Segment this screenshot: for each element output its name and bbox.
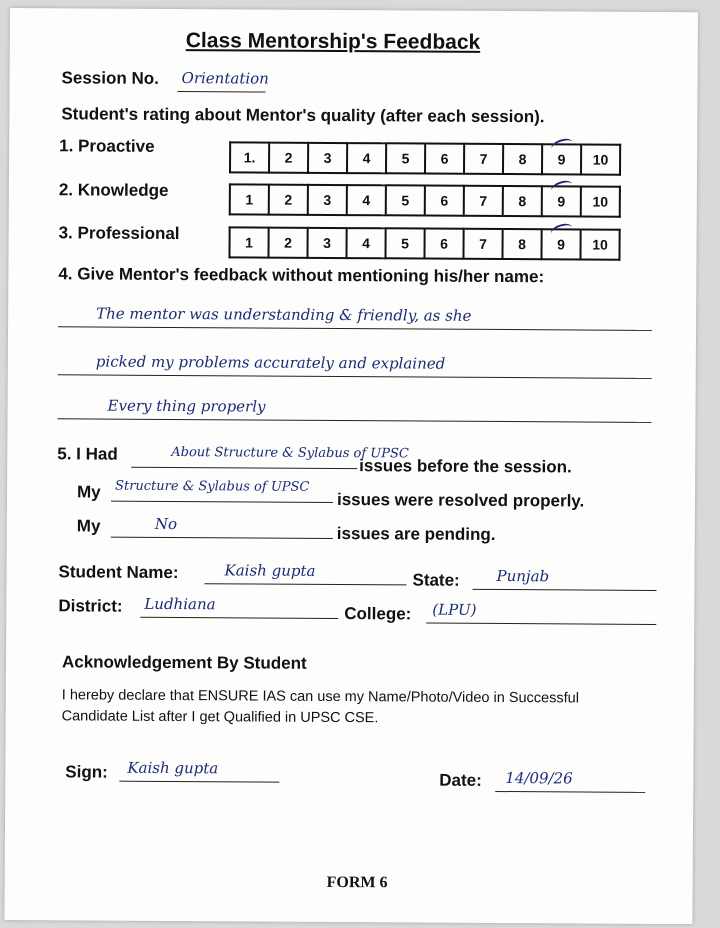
rating-cell-label: 4 bbox=[362, 235, 371, 252]
rating-cell[interactable] bbox=[581, 144, 620, 174]
rating-cell-label: 6 bbox=[440, 235, 449, 252]
q5-resolved-value: Structure & Sylabus of UPSC bbox=[115, 478, 310, 495]
rating-cell[interactable] bbox=[308, 143, 347, 173]
q4-answer-1: The mentor was understanding & friendly, as she bbox=[96, 304, 472, 325]
rating-cell-label: 8 bbox=[518, 151, 527, 168]
q4-line-3[interactable] bbox=[57, 396, 651, 423]
rating-cell[interactable] bbox=[307, 228, 346, 258]
rating-label-professional: 3. Professional bbox=[58, 223, 180, 244]
q4-answer-3: Every thing properly bbox=[107, 396, 266, 416]
rating-cell-label: 2 bbox=[284, 234, 293, 251]
rating-cell[interactable] bbox=[542, 186, 581, 216]
rating-cell[interactable] bbox=[385, 228, 424, 258]
rating-cell-label: 5 bbox=[401, 192, 410, 209]
form-title: Class Mentorship's Feedback bbox=[185, 29, 481, 54]
rating-cell[interactable] bbox=[464, 186, 503, 216]
date-field[interactable] bbox=[495, 767, 645, 793]
rating-cell[interactable] bbox=[230, 184, 269, 214]
rating-cell[interactable] bbox=[464, 144, 503, 174]
rating-cell[interactable] bbox=[269, 185, 308, 215]
q5-resolved-suffix: issues were resolved properly. bbox=[336, 490, 585, 511]
student-name-value: Kaish gupta bbox=[224, 561, 316, 580]
state-label: State: bbox=[412, 570, 460, 590]
q5-resolved-prefix: My bbox=[76, 482, 101, 502]
q5-pending-value: No bbox=[154, 514, 178, 534]
rating-heading: Student's rating about Mentor's quality (after each session). bbox=[61, 104, 545, 127]
rating-cell[interactable] bbox=[347, 185, 386, 215]
rating-cell[interactable] bbox=[425, 186, 464, 216]
signature-value: Kaish gupta bbox=[127, 758, 219, 778]
college-label: College: bbox=[344, 604, 412, 624]
rating-cell[interactable] bbox=[581, 186, 620, 216]
rating-cell-label: 1. bbox=[243, 149, 256, 166]
rating-cell[interactable] bbox=[386, 143, 425, 173]
rating-cell[interactable] bbox=[463, 229, 502, 259]
rating-cell[interactable] bbox=[580, 229, 619, 259]
rating-cell[interactable] bbox=[503, 144, 542, 174]
date-value: 14/09/26 bbox=[505, 769, 573, 788]
ack-heading: Acknowledgement By Student bbox=[61, 652, 307, 673]
rating-cell-label: 5 bbox=[401, 235, 410, 252]
rating-cell-label: 3 bbox=[323, 234, 332, 251]
rating-cell-label: 2 bbox=[284, 149, 293, 166]
date-label: Date: bbox=[439, 770, 482, 790]
rating-cell[interactable] bbox=[268, 228, 307, 258]
rating-label-knowledge: 2. Knowledge bbox=[58, 180, 169, 200]
rating-cell-label: 4 bbox=[362, 150, 371, 167]
rating-cell-label: 1 bbox=[245, 191, 254, 208]
q5-had-value: About Structure & Sylabus of UPSC bbox=[171, 444, 409, 462]
ack-text-2: Candidate List after I get Qualified in UPSC CSE. bbox=[61, 708, 379, 727]
rating-cell[interactable] bbox=[502, 229, 541, 259]
rating-cell-label: 3 bbox=[323, 191, 332, 208]
rating-cell[interactable] bbox=[424, 229, 463, 259]
state-value: Punjab bbox=[496, 566, 550, 586]
q5-had-field[interactable] bbox=[131, 444, 409, 469]
rating-cell-label: 10 bbox=[592, 236, 608, 253]
q5-pending-field[interactable] bbox=[111, 515, 333, 539]
q4-line-2[interactable] bbox=[58, 352, 652, 379]
rating-cell[interactable] bbox=[503, 186, 542, 216]
state-field[interactable] bbox=[472, 567, 656, 591]
rating-label-proactive: 1. Proactive bbox=[59, 136, 155, 156]
sign-field[interactable] bbox=[119, 757, 279, 783]
rating-cell-label: 9 bbox=[557, 193, 566, 210]
rating-cell[interactable] bbox=[386, 185, 425, 215]
student-name-field[interactable] bbox=[204, 561, 406, 585]
ack-text-1: I hereby declare that ENSURE IAS can use my Name/Photo/Video in Successful bbox=[61, 687, 580, 707]
rating-scale-professional bbox=[228, 226, 620, 260]
rating-cell-label: 6 bbox=[440, 192, 449, 209]
college-field[interactable] bbox=[426, 601, 656, 625]
rating-cell-label: 10 bbox=[592, 151, 609, 168]
q4-label: 4. Give Mentor's feedback without mentioning his/her name: bbox=[58, 264, 545, 287]
session-label: Session No. bbox=[61, 68, 159, 88]
district-label: District: bbox=[58, 596, 123, 616]
rating-cell[interactable] bbox=[346, 228, 385, 258]
district-field[interactable] bbox=[140, 595, 338, 619]
q4-line-1[interactable] bbox=[58, 304, 652, 331]
rating-cell[interactable] bbox=[308, 185, 347, 215]
form-number: FORM 6 bbox=[326, 873, 388, 892]
rating-cell[interactable] bbox=[425, 144, 464, 174]
rating-cell[interactable] bbox=[541, 229, 580, 259]
session-value: Orientation bbox=[181, 69, 269, 88]
rating-cell-label: 1 bbox=[245, 234, 254, 251]
rating-cell[interactable] bbox=[230, 142, 269, 172]
rating-cell-label: 6 bbox=[440, 150, 449, 167]
rating-cell[interactable] bbox=[229, 227, 268, 257]
q5-pending-suffix: issues are pending. bbox=[336, 524, 496, 544]
rating-cell-label: 8 bbox=[518, 193, 527, 210]
rating-scale-knowledge bbox=[229, 183, 621, 217]
rating-cell-label: 5 bbox=[401, 150, 410, 167]
rating-cell-label: 7 bbox=[479, 192, 488, 209]
rating-cell[interactable] bbox=[542, 144, 581, 174]
rating-cell-label: 9 bbox=[557, 151, 566, 168]
q5-pending-prefix: My bbox=[76, 516, 101, 536]
rating-cell-label: 4 bbox=[362, 192, 371, 209]
rating-cell-label: 9 bbox=[557, 236, 566, 253]
session-field[interactable] bbox=[177, 67, 269, 93]
student-name-label: Student Name: bbox=[58, 562, 179, 583]
feedback-form bbox=[4, 8, 698, 924]
q5-had-prefix: 5. I Had bbox=[57, 444, 118, 464]
college-value: (LPU) bbox=[432, 600, 477, 619]
q5-had-suffix: issues before the session. bbox=[359, 456, 572, 477]
sign-label: Sign: bbox=[65, 762, 108, 782]
rating-scale-proactive bbox=[229, 141, 621, 175]
rating-cell-label: 2 bbox=[284, 191, 293, 208]
rating-cell-label: 7 bbox=[479, 235, 488, 252]
rating-cell-label: 3 bbox=[323, 149, 332, 166]
rating-cell-label: 7 bbox=[479, 150, 488, 167]
rating-cell[interactable] bbox=[347, 143, 386, 173]
q4-answer-2: picked my problems accurately and explained bbox=[95, 352, 446, 373]
rating-cell-label: 10 bbox=[592, 193, 609, 210]
district-value: Ludhiana bbox=[144, 594, 216, 614]
rating-cell[interactable] bbox=[269, 143, 308, 173]
rating-cell-label: 8 bbox=[518, 236, 527, 253]
q5-resolved-field[interactable] bbox=[111, 479, 333, 503]
